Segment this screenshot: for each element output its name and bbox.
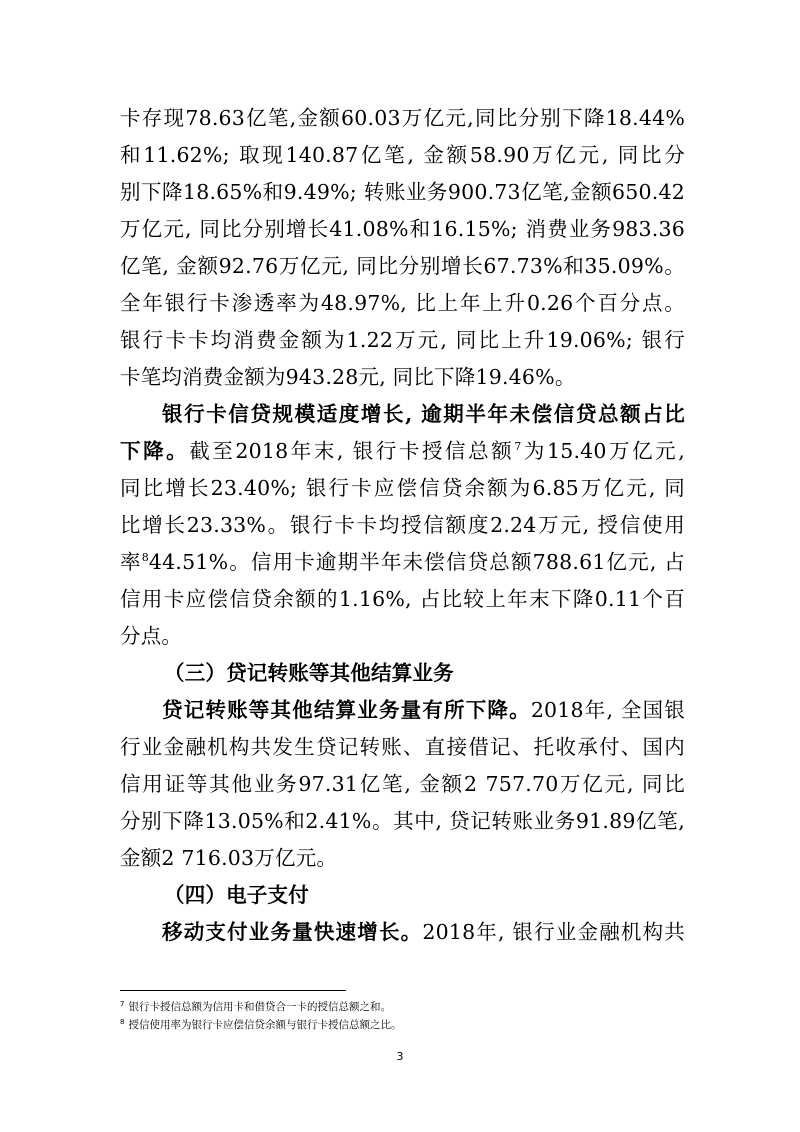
credit-transfer-lead: 贷记转账等其他结算业务量有所下降。 <box>162 698 531 722</box>
text-line: 卡笔均消费金额为943.28元, 同比下降19.46%。 <box>120 365 576 389</box>
footnote-mark: 8 <box>120 1017 125 1026</box>
text-line: 行业金融机构共发生贷记转账、直接借记、托收承付、国内 <box>120 735 685 759</box>
text-line: 比增长23.33%。银行卡卡均授信额度2.24万元, 授信使用 <box>120 513 685 537</box>
section-heading-3: （三）贷记转账等其他结算业务 <box>164 661 454 685</box>
text-span: 44.51%。信用卡逾期半年未偿信贷总额788.61亿元, 占 <box>148 550 685 574</box>
text-line: 分点。 <box>120 624 183 648</box>
text-line <box>120 914 685 951</box>
bank-card-credit-lead-end: 下降。 <box>120 439 190 463</box>
footnote-text: 银行卡授信总额为信用卡和借贷合一卡的授信总额之和。 <box>128 1001 391 1013</box>
text-line: 别下降18.65%和9.49%; 转账业务900.73亿笔,金额650.42 <box>120 180 685 204</box>
page-number: 3 <box>396 1050 404 1063</box>
text-line: 万亿元, 同比分别增长41.08%和16.15%; 消费业务983.36 <box>120 217 685 241</box>
footnote-ref-7[interactable]: 7 <box>514 440 522 454</box>
text-line: 信用卡应偿信贷余额的1.16%, 占比较上年末下降0.11个百 <box>120 587 685 611</box>
text-span: 2018年, 全国银 <box>530 698 685 722</box>
section-heading-4: （四）电子支付 <box>164 883 309 907</box>
footnote-mark: 7 <box>120 999 125 1008</box>
body-text <box>120 100 685 951</box>
text-line: 信用证等其他业务97.31亿笔, 金额2 757.70万亿元, 同比 <box>120 772 685 796</box>
footnote-ref-8[interactable]: 8 <box>141 551 149 565</box>
footnote-7 <box>120 998 685 1016</box>
text-line: 卡存现78.63亿笔,金额60.03万亿元,同比分别下降18.44% <box>120 106 685 130</box>
text-line: 亿笔, 金额92.76万亿元, 同比分别增长67.73%和35.09%。 <box>120 254 685 278</box>
text-span: 截至2018年末, 银行卡授信总额 <box>189 439 515 463</box>
footnote-8 <box>120 1016 685 1034</box>
bank-card-credit-lead: 银行卡信贷规模适度增长, 逾期半年未偿信贷总额占比 <box>162 402 685 426</box>
text-line <box>120 433 685 470</box>
mobile-payment-lead: 移动支付业务量快速增长。 <box>162 920 423 944</box>
text-line: 银行卡卡均消费金额为1.22万元, 同比上升19.06%; 银行 <box>120 328 685 352</box>
text-line <box>120 692 685 729</box>
text-span: 率 <box>120 550 142 574</box>
footnotes <box>120 998 685 1034</box>
footnote-divider <box>120 990 346 991</box>
text-line: 同比增长23.40%; 银行卡应偿信贷余额为6.85万亿元, 同 <box>120 476 685 500</box>
text-line: 全年银行卡渗透率为48.97%, 比上年上升0.26个百分点。 <box>120 291 685 315</box>
footnote-text: 授信使用率为银行卡应偿信贷余额与银行卡授信总额之比。 <box>128 1019 402 1031</box>
text-span: 2018年, 银行业金融机构共 <box>422 920 685 944</box>
text-line: 金额2 716.03万亿元。 <box>120 846 338 870</box>
text-line: 分别下降13.05%和2.41%。其中, 贷记转账业务91.89亿笔, <box>120 809 685 833</box>
text-line: 和11.62%; 取现140.87亿笔, 金额58.90万亿元, 同比分 <box>120 143 685 167</box>
text-span: 为15.40万亿元, <box>521 439 685 463</box>
text-line <box>120 544 685 581</box>
